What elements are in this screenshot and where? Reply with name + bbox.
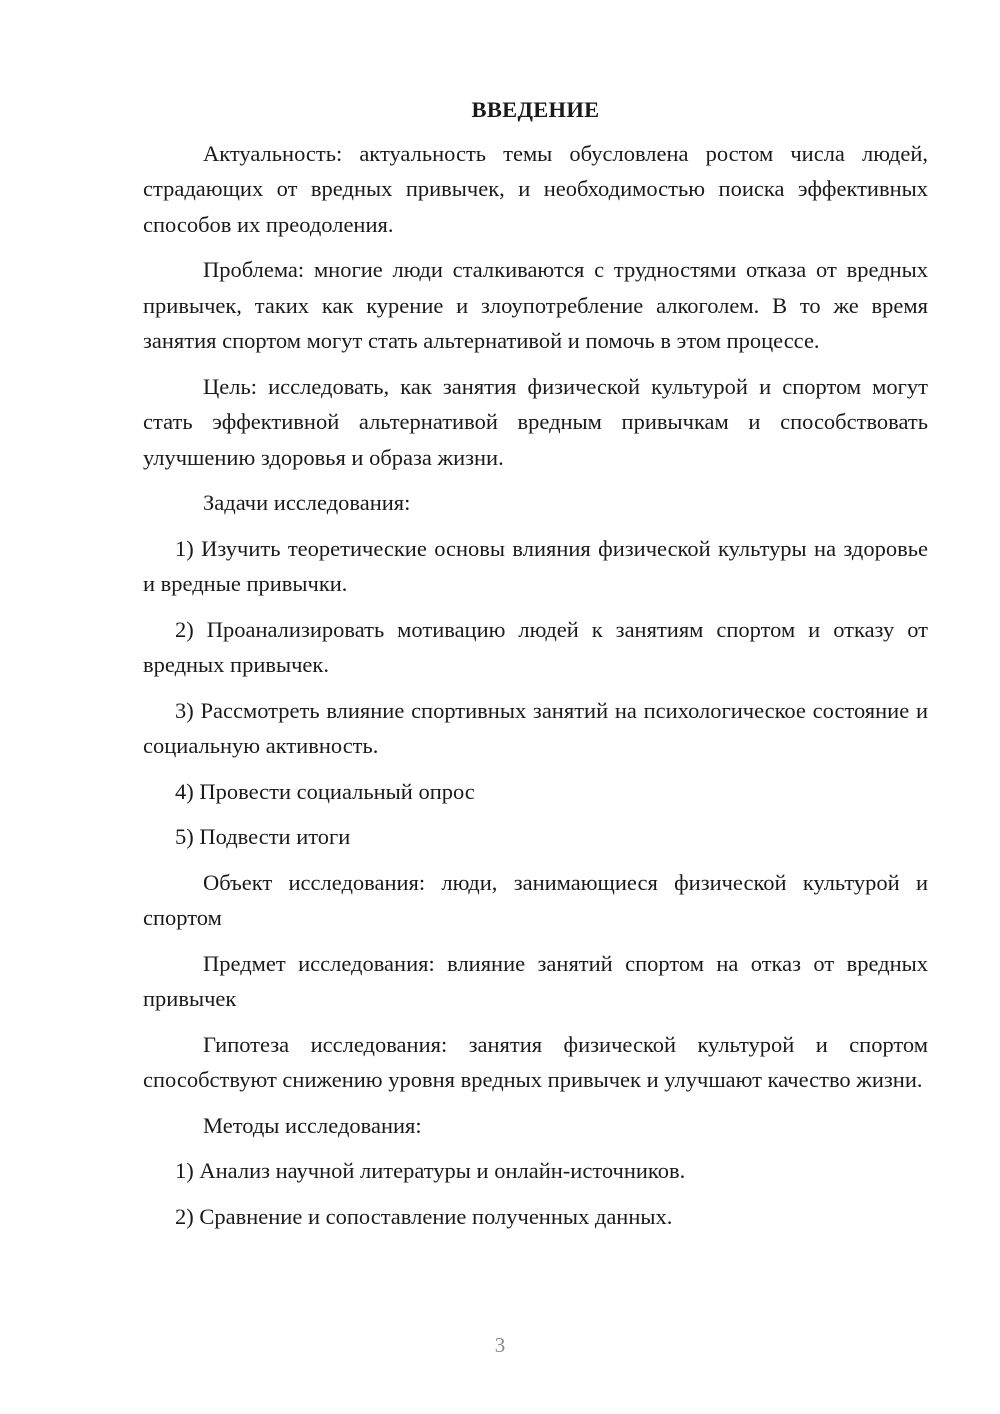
tasks-heading: Задачи исследования: — [203, 490, 411, 515]
subject-paragraph: Предмет исследования: влияние занятий спортом на отказ от вредных привычек — [143, 950, 928, 1011]
task-item-1: 1) Изучить теоретические основы влияния физической культуры на здоровье и вредные привычки. — [143, 535, 928, 596]
object-paragraph: Объект исследования: люди, занимающиеся физической культурой и спортом — [143, 869, 928, 930]
task-item-2: 2) Проанализировать мотивацию людей к занятиям спортом и отказу от вредных привычек. — [143, 616, 928, 677]
method-item-2: 2) Сравнение и сопоставление полученных данных. — [175, 1203, 673, 1229]
methods-heading: Методы исследования: — [203, 1112, 422, 1138]
task-item-4: 4) Провести социальный опрос — [175, 778, 475, 804]
hypothesis-paragraph: Гипотеза исследования: занятия физической культурой и спортом способствуют снижению уровня вредных привычек и улучшают качество жизни. — [143, 1031, 928, 1092]
problem-paragraph: Проблема: многие люди сталкиваются с трудностями отказа от вредных привычек, таких как курение и злоупотребление алкоголем. В то же время занятия спортом могут стать альтернативой и помочь в этом процессе. — [143, 257, 928, 353]
task-item-3: 3) Рассмотреть влияние спортивных занятий на психологическое состояние и социальную активность. — [143, 697, 928, 758]
document-page — [143, 92, 928, 1244]
page-title: ВВЕДЕНИЕ — [471, 97, 600, 122]
goal-paragraph: Цель: исследовать, как занятия физической культурой и спортом могут стать эффективной альтернативой вредным привычкам и способствовать улучшению здоровья и образа жизни. — [143, 373, 928, 470]
task-item-5: 5) Подвести итоги — [175, 824, 351, 849]
relevance-paragraph: Актуальность: актуальность темы обусловлена ростом числа людей, страдающих от вредных привычек, и необходимостью поиска эффективных способов их преодоления. — [143, 140, 928, 237]
page-number: 3 — [494, 1333, 506, 1357]
method-item-1: 1) Анализ научной литературы и онлайн-источников. — [175, 1158, 686, 1183]
